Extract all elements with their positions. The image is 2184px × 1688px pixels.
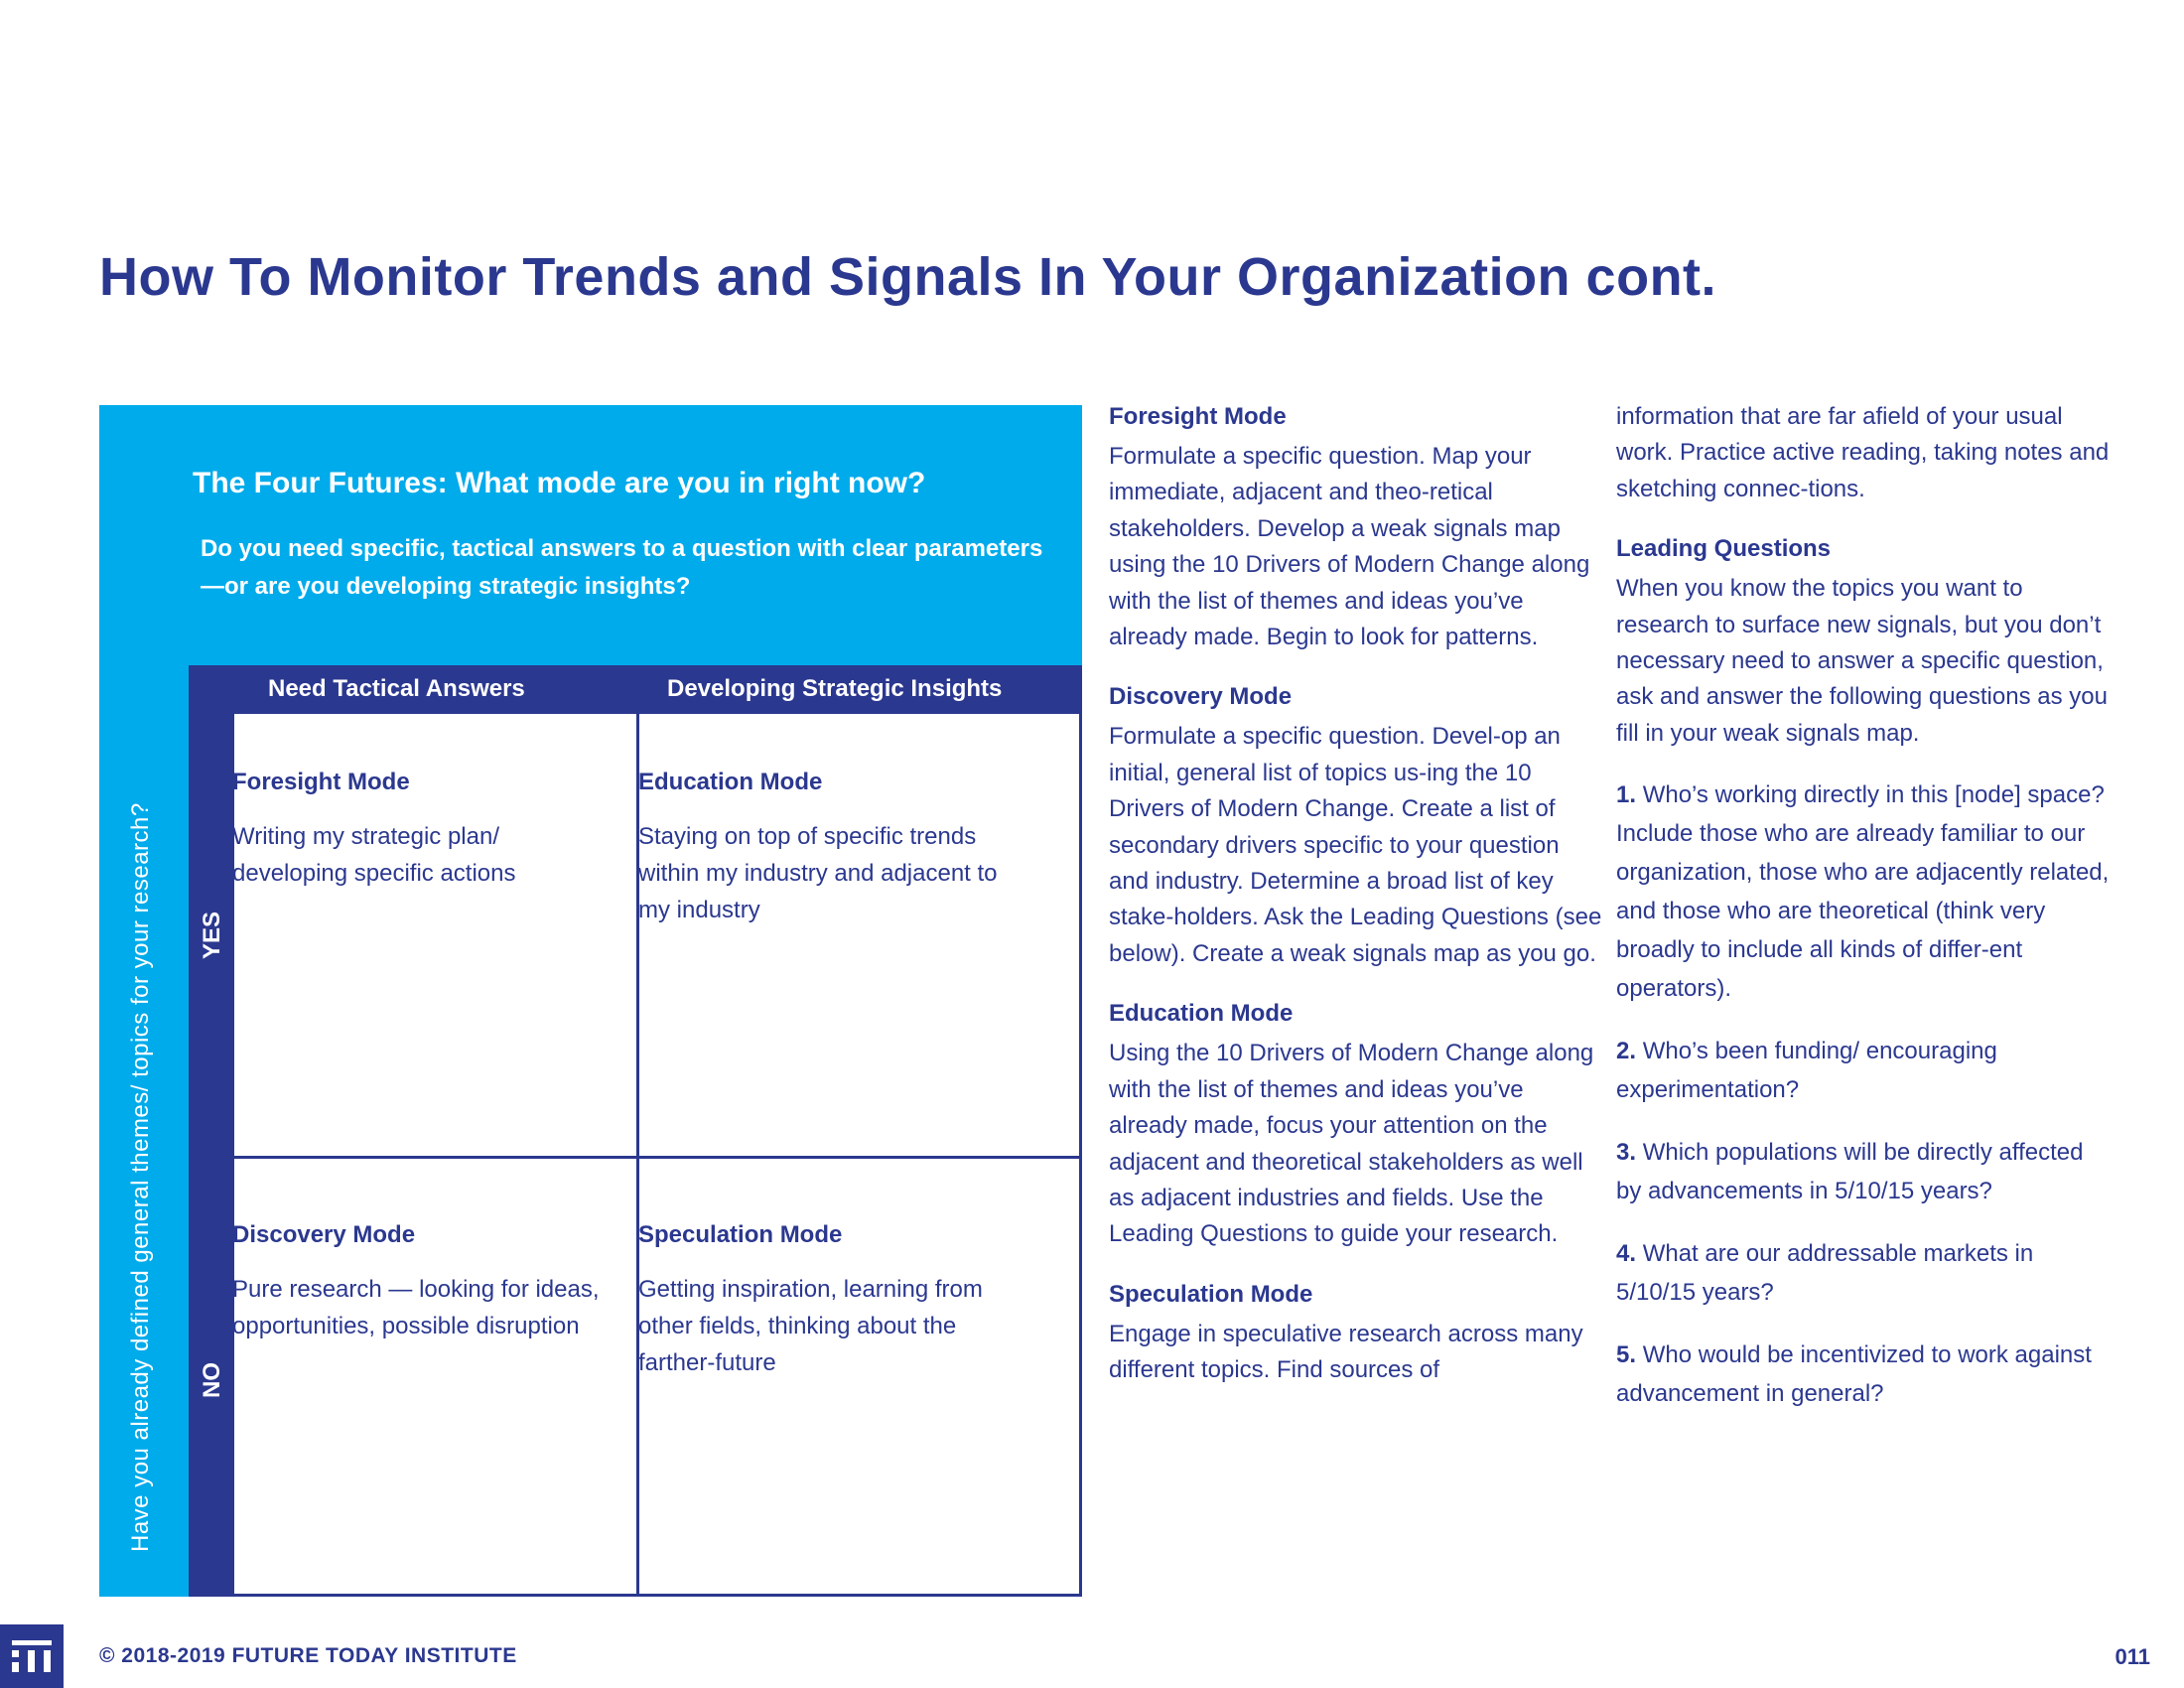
question-text: Who’s working directly in this [node] space? Include those who are already familiar to our organization, those who are adjacently related, and those who are theoretical (think very broadly to include all kinds of differ-ent operators).: [1616, 781, 2110, 1003]
row-label-no: NO: [199, 1362, 225, 1398]
leading-questions-intro: When you know the topics you want to research to surface new signals, but you don’t necessary need to answer a specific question, ask and answer the following questions as you fill in your weak signals map.: [1616, 575, 2108, 747]
question-item: [1616, 1133, 2113, 1210]
section-text: Using the 10 Drivers of Modern Change along with the list of themes and ideas you’ve already made, focus your attention on the adjacent and theoretical stakeholders as well as adjacent industries and fields. Use the Leading Questions to guide your research.: [1109, 1040, 1594, 1248]
cell-title: Speculation Mode: [638, 1221, 843, 1248]
row-label-yes: YES: [199, 911, 225, 959]
cell-title: Education Mode: [638, 769, 823, 795]
section-heading: Speculation Mode: [1109, 1280, 1313, 1308]
question-item: [1616, 1234, 2113, 1312]
grid-divider-horizontal: [234, 1156, 1079, 1159]
question-text: What are our addressable markets in 5/10/15 years?: [1616, 1240, 2034, 1307]
question-number: 1.: [1616, 781, 1637, 809]
question-item: [1616, 1032, 2113, 1109]
page-number: 011: [2115, 1644, 2150, 1669]
y-axis-label: Have you already defined general themes/ topics for your research?: [127, 802, 154, 1552]
section-text: Formulate a specific question. Map your immediate, adjacent and theo-retical stakeholders. Develop a weak signals map using the 10 Drivers of Modern Change along with the list of themes and ideas you’ve already made. Begin to look for patterns.: [1109, 443, 1590, 651]
question-item: [1616, 775, 2113, 1008]
cell-text: Staying on top of specific trends within my industry and adjacent to my industry: [638, 823, 998, 923]
grid-column-header: [189, 665, 1082, 711]
question-text: Who would be incentivized to work against advancement in general?: [1616, 1341, 2092, 1408]
cell-discovery-mode: [232, 1221, 610, 1344]
cell-education-mode: [638, 769, 1016, 928]
section-text: Engage in speculative research across many different topics. Find sources of: [1109, 1320, 1583, 1384]
column-head-strategic: Developing Strategic Insights: [667, 675, 1003, 702]
fti-logo-icon: [0, 1624, 64, 1688]
continuation-text: information that are far afield of your usual work. Practice active reading, taking notes and sketching connec-tions.: [1616, 403, 2110, 502]
grid-row-header: [189, 711, 234, 1597]
question-number: 5.: [1616, 1341, 1637, 1369]
middle-text-column: [1109, 399, 1605, 1413]
section-text: Formulate a specific question. Devel-op an initial, general list of topics us-ing the 10 Drivers of Modern Change. Create a list of secondary drivers specific to your question and industry. Determine a broad list of key stake-holders. Ask the Leading Questions (see below). Create a weak signals map as you go.: [1109, 723, 1602, 967]
column-head-tactical: Need Tactical Answers: [268, 675, 525, 702]
leading-questions-heading: Leading Questions: [1616, 535, 1832, 563]
question-item: [1616, 1336, 2113, 1413]
figure-question: Do you need specific, tactical answers to a question with clear parameters—or are you developing strategic insights?: [201, 535, 1043, 600]
right-text-column: [1616, 399, 2113, 1437]
question-text: Which populations will be directly affected by advancements in 5/10/15 years?: [1616, 1139, 2084, 1205]
section-heading: Discovery Mode: [1109, 683, 1293, 711]
question-text: Who’s been funding/ encouraging experimentation?: [1616, 1038, 1997, 1104]
cell-text: Pure research — looking for ideas, opportunities, possible disruption: [232, 1276, 600, 1339]
page-title: How To Monitor Trends and Signals In Your Organization cont.: [99, 247, 1717, 307]
four-futures-figure: [99, 405, 1082, 1597]
question-number: 3.: [1616, 1139, 1637, 1167]
cell-text: Writing my strategic plan/ developing specific actions: [232, 823, 516, 887]
cell-title: Discovery Mode: [232, 1221, 416, 1248]
cell-foresight-mode: [232, 769, 610, 892]
logo-graphic: [0, 1624, 64, 1688]
cell-text: Getting inspiration, learning from other fields, thinking about the farther-future: [638, 1276, 983, 1376]
copyright-text: © 2018-2019 FUTURE TODAY INSTITUTE: [99, 1644, 517, 1667]
section-heading: Education Mode: [1109, 1000, 1294, 1028]
section-heading: Foresight Mode: [1109, 403, 1287, 430]
figure-heading: The Four Futures: What mode are you in right now?: [193, 467, 926, 499]
cell-title: Foresight Mode: [232, 769, 410, 795]
question-number: 2.: [1616, 1038, 1637, 1065]
question-number: 4.: [1616, 1240, 1637, 1268]
cell-speculation-mode: [638, 1221, 1016, 1381]
